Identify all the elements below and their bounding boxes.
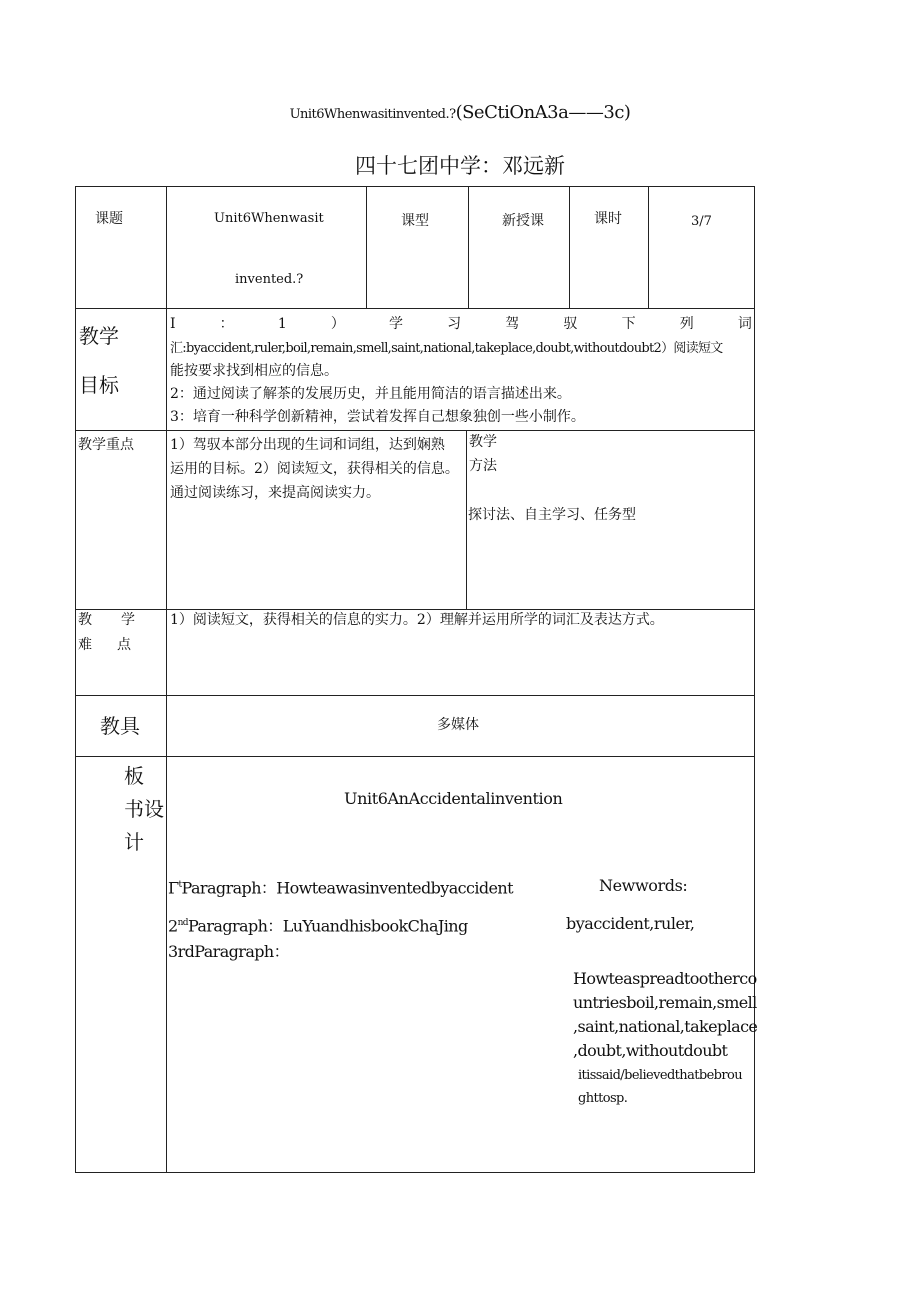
label-difficulty-b1: 难 bbox=[78, 637, 92, 653]
key-points-line2: 运用的目标。2）阅读短文，获得相关的信息。 bbox=[170, 461, 459, 477]
topic-line1: Unit6Whenwasit bbox=[214, 211, 324, 226]
goals-char: 学 bbox=[389, 316, 404, 332]
label-topic: 课题 bbox=[95, 211, 123, 227]
p1-sup: t bbox=[178, 880, 182, 890]
topic-line2: invented.? bbox=[235, 272, 304, 287]
goals-char: ： bbox=[219, 316, 234, 332]
label-difficulty-b2: 点 bbox=[117, 637, 131, 653]
goals-line3: 能按要求找到相应的信息。 bbox=[170, 363, 338, 379]
table-divider bbox=[75, 756, 755, 757]
label-difficulty-a1: 教 bbox=[78, 612, 92, 628]
tools-value: 多媒体 bbox=[437, 717, 479, 733]
table-divider bbox=[75, 430, 755, 431]
goals-char: 驾 bbox=[505, 316, 520, 332]
label-lesson-type: 课型 bbox=[401, 213, 429, 229]
words-line7: ghttosp. bbox=[578, 1091, 628, 1106]
board-paragraph-1 bbox=[168, 874, 513, 899]
goals-char: 习 bbox=[447, 316, 462, 332]
p2-text: Paragraph：LuYuandhisbookChaJing bbox=[187, 916, 468, 936]
key-points-line1: 1）驾驭本部分出现的生词和词组，达到娴熟 bbox=[170, 437, 445, 453]
label-period: 课时 bbox=[594, 211, 622, 227]
table-divider bbox=[569, 186, 570, 308]
table-border-left bbox=[75, 186, 76, 1173]
table-border-top bbox=[75, 186, 755, 187]
label-board-line3: 计 bbox=[124, 830, 144, 854]
new-words-label: Newwords: bbox=[599, 876, 688, 895]
board-heading: Unit6AnAccidentalinvention bbox=[344, 789, 563, 808]
difficulties-text: 1）阅读短文，获得相关的信息的实力。2）理解并运用所学的词汇及表达方式。 bbox=[170, 612, 664, 628]
document-title bbox=[0, 102, 920, 123]
table-divider bbox=[366, 186, 367, 308]
label-key-points: 教学重点 bbox=[78, 437, 134, 453]
goals-char: 驭 bbox=[563, 316, 578, 332]
label-method-line2: 方法 bbox=[469, 458, 497, 474]
words-line6: itissaid/believedthatbebrou bbox=[578, 1068, 742, 1083]
table-divider bbox=[166, 186, 167, 1173]
words-line4: ,saint,national,takeplace bbox=[573, 1017, 758, 1036]
p2-prefix: 2 bbox=[168, 916, 178, 936]
table-divider bbox=[648, 186, 649, 308]
table-divider bbox=[75, 308, 755, 309]
goals-char: 1 bbox=[277, 316, 287, 332]
title-unit: Unit6Whenwasitinvented.? bbox=[289, 107, 456, 122]
goals-char: I bbox=[170, 316, 176, 332]
words-line5: ,doubt,withoutdoubt bbox=[573, 1041, 728, 1060]
key-points-line3: 通过阅读练习，来提高阅读实力。 bbox=[170, 485, 380, 501]
label-method-line1: 教学 bbox=[469, 434, 497, 450]
table-divider bbox=[75, 695, 755, 696]
document-author: 四十七团中学：邓远新 bbox=[355, 154, 565, 178]
label-difficulty-a2: 学 bbox=[121, 612, 135, 628]
goals-char: 下 bbox=[621, 316, 636, 332]
goals-line5: 3：培育一种科学创新精神，尝试着发挥自己想象独创一些小制作。 bbox=[170, 409, 585, 425]
goals-char: ） bbox=[330, 316, 345, 332]
label-board-line1: 板 bbox=[124, 764, 144, 788]
period-value: 3/7 bbox=[691, 214, 712, 229]
board-paragraph-3: 3rdParagraph： bbox=[168, 942, 290, 961]
title-section: (SeCtiOnA3a——3c) bbox=[455, 102, 631, 123]
label-board-line2: 书设 bbox=[124, 797, 164, 821]
words-line1: byaccident,ruler, bbox=[566, 914, 695, 933]
words-line2: Howteaspreadtootherco bbox=[573, 969, 757, 988]
goals-line2: 汇:byaccident,ruler,boil,remain,smell,saint,national,takeplace,doubt,withoutdoubt2）阅读短文 bbox=[170, 341, 723, 356]
goals-char: 词 bbox=[737, 316, 752, 332]
label-goals-line1: 教学 bbox=[79, 324, 119, 348]
method-value: 探讨法、自主学习、任务型 bbox=[468, 507, 636, 523]
goals-line1 bbox=[170, 313, 752, 336]
goals-line4: 2：通过阅读了解茶的发展历史，并且能用简洁的语言描述出来。 bbox=[170, 386, 571, 402]
table-border-bottom bbox=[75, 1172, 755, 1173]
p1-text: Paragraph：Howteawasinventedbyaccident bbox=[181, 878, 513, 898]
board-paragraph-2 bbox=[168, 912, 468, 937]
p1-prefix: Γ bbox=[168, 878, 179, 898]
table-divider bbox=[466, 430, 467, 609]
lesson-type-value: 新授课 bbox=[502, 213, 544, 229]
words-line3: untriesboil,remain,smell bbox=[573, 993, 757, 1012]
label-goals-line2: 目标 bbox=[79, 373, 119, 397]
p2-sup: nd bbox=[177, 918, 188, 928]
table-divider bbox=[468, 186, 469, 308]
label-tools: 教具 bbox=[100, 714, 140, 738]
goals-char: 列 bbox=[679, 316, 694, 332]
